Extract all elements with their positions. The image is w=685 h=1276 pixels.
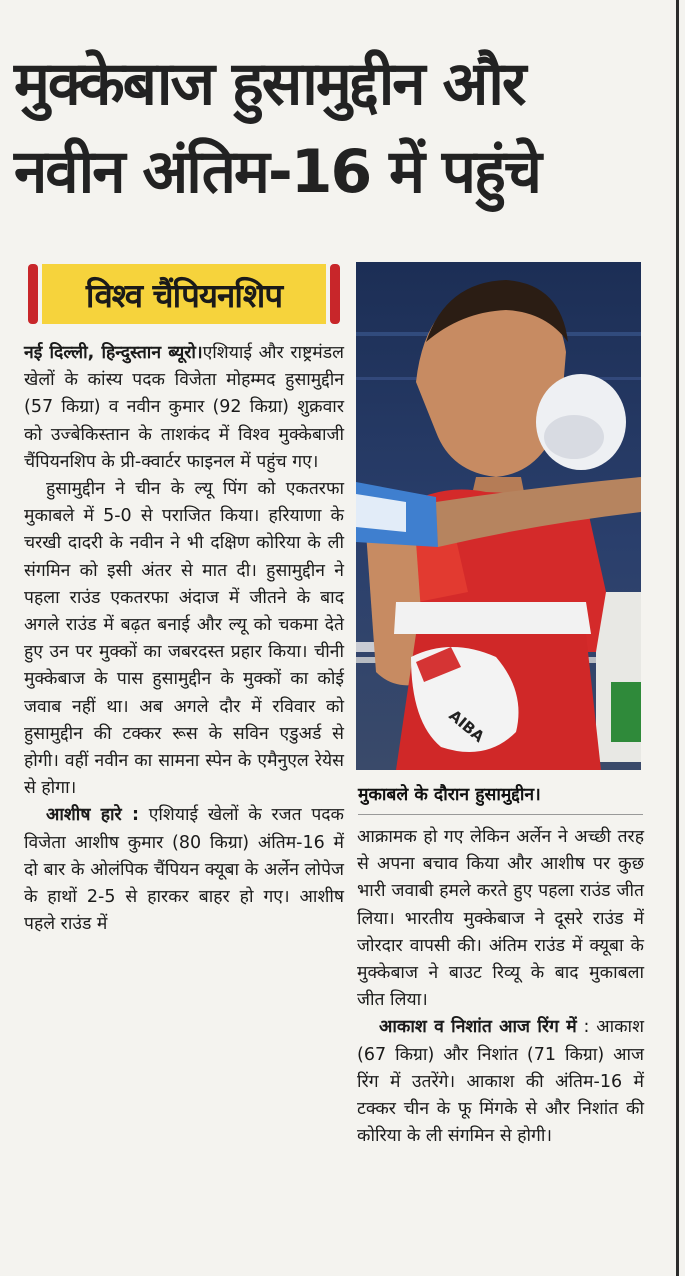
intro-text: एशियाई और राष्ट्रमंडल खेलों के कांस्य पदक विजेता मोहम्मद हुसामुद्दीन (57 किग्रा) व नवीन कुमार (92 किग्रा) शुक्रवार को उज्बेकिस्तान के ताशकंद में विश्व मुक्केबाजी चैंपियनशिप के प्री-क्वार्टर फाइनल में पहुंच गए। [24, 343, 344, 472]
section-tag [28, 264, 340, 324]
paragraph-akash [357, 1014, 644, 1150]
left-column [24, 340, 344, 938]
headline-line-1: मुक्केबाज हुसामुद्दीन और [14, 49, 525, 119]
akash-text: : आकाश (67 किग्रा) और निशांत (71 किग्रा) आज रिंग में उतरेंगे। आकाश की अंतिम-16 में टक्कर चीन के फू मिंगके से और निशांत की कोरिया के ली संगमिन से होगी। [357, 1017, 644, 1147]
photo-caption: मुकाबले के दौरान हुसामुद्दीन। [358, 785, 541, 805]
subhead-akash: आकाश व निशांत आज रिंग में [379, 1017, 577, 1038]
headline-line-2: नवीन अंतिम-16 में पहुंचे [14, 137, 540, 207]
ashish-text: एशियाई खेलों के रजत पदक विजेता आशीष कुमार (80 किग्रा) अंतिम-16 में दो बार के ओलंपिक चैंपियन क्यूबा के अर्लेन लोपेज के हाथों 2-5 से हारकर बाहर हो गए। आशीष पहले राउंड में [24, 805, 344, 935]
newspaper-article [14, 40, 648, 1270]
paragraph-continued: आक्रामक हो गए लेकिन अर्लेन ने अच्छी तरह से अपना बचाव किया और आशीष पर कुछ भारी जवाबी हमले करते हुए पहला राउंड जीत लिया। भारतीय मुक्केबाज ने दूसरे राउंड में जोरदार वापसी की। अंतिम राउंड में क्यूबा के मुक्केबाज ने बाउट रिव्यू के बाद मुकाबला जीत लिया। [357, 827, 644, 1011]
headline [14, 40, 648, 216]
page-edge-line [676, 0, 679, 1276]
paragraph-intro [24, 340, 344, 476]
paragraph-ashish [24, 802, 344, 938]
tag-bar-right [330, 264, 340, 324]
right-column [357, 824, 644, 1150]
subhead-ashish: आशीष हारे : [46, 805, 139, 826]
caption-divider [358, 814, 643, 815]
tag-bar-left [28, 264, 38, 324]
glove-text: AIBA [445, 706, 488, 746]
tag-label: विश्व चैंपियनशिप [42, 264, 326, 324]
dateline: नई दिल्ली, हिन्दुस्तान ब्यूरो। [24, 343, 203, 363]
paragraph-body: हुसामुद्दीन ने चीन के ल्यू पिंग को एकतरफा मुकाबले में 5-0 से पराजित किया। हरियाणा के चरखी दादरी के नवीन ने भी दक्षिण कोरिया के ली संगमिन को इसी अंतर से मात दी। हुसामुद्दीन ने पहला राउंड एकतरफा अंदाज में जीतने के बाद अगले राउंड में बढ़त बनाई और ल्यू को चकमा देते हुए उन पर मुक्कों का जबरदस्त प्रहार किया। चीनी मुक्केबाज के पास हुसामुद्दीन के मुक्कों का कोई जवाब नहीं था। अब अगले दौर में रविवार को हुसामुद्दीन की टक्कर रूस के सविन एडुअर्ड से होगी। वहीं नवीन का सामना स्पेन के एमैनुएल रेयेस से होगा। [24, 479, 344, 799]
boxer-photo [356, 262, 641, 770]
boxer-illustration [356, 262, 641, 770]
